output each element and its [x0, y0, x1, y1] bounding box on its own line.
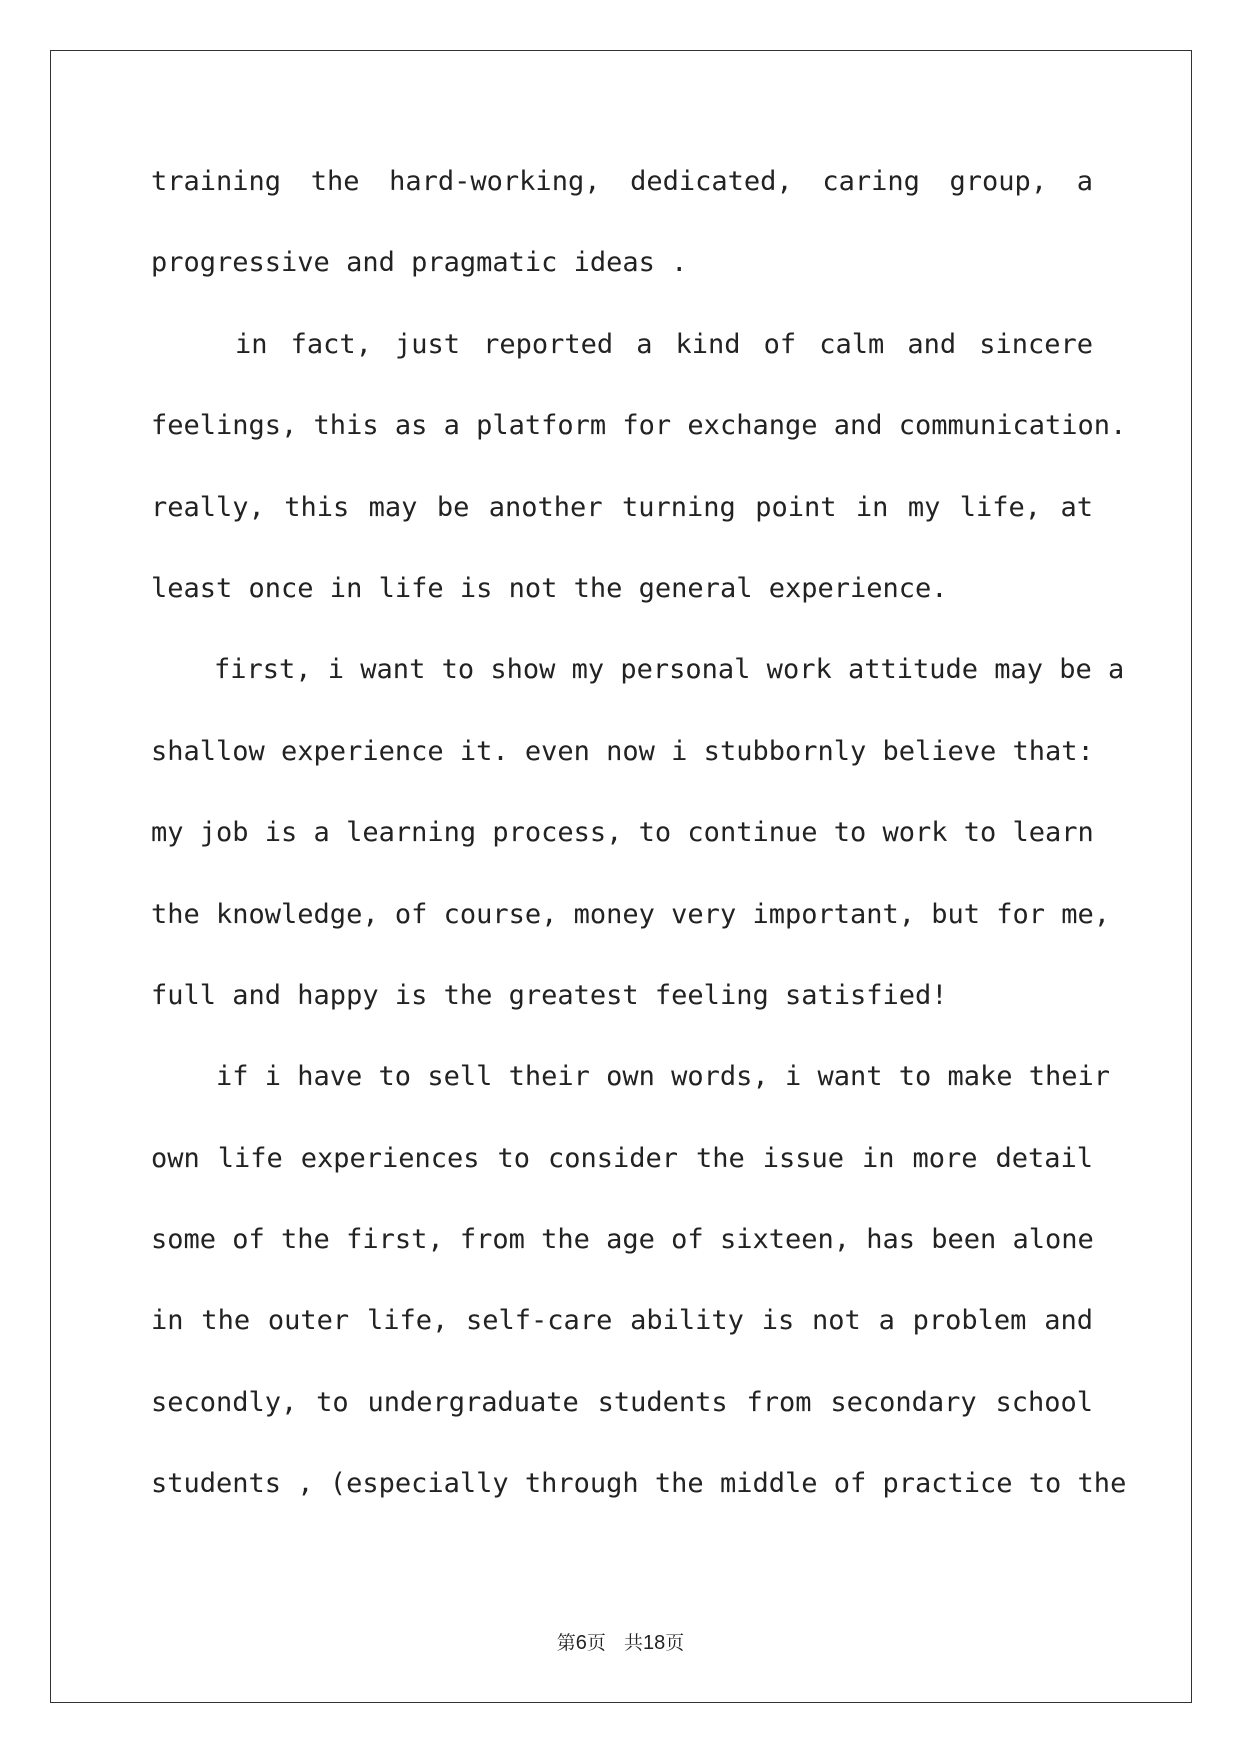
- text-line: in the outer life, self-care ability is not a problem and: [151, 1305, 1093, 1337]
- text-line: least once in life is not the general experience.: [151, 572, 948, 604]
- text-line: in fact, just reported a kind of calm and sincere: [235, 328, 1093, 360]
- footer-total-prefix: 共: [623, 1632, 643, 1654]
- text-line: some of the first, from the age of sixteen, has been alone: [151, 1224, 1094, 1256]
- text-line: first, i want to show my personal work attitude may be a: [214, 654, 1125, 686]
- footer-prefix: 第: [556, 1632, 576, 1654]
- document-body: [151, 162, 1127, 1546]
- text-line: progressive and pragmatic ideas .: [151, 247, 688, 279]
- page-footer: [0, 1628, 1241, 1655]
- text-line: the knowledge, of course, money very important, but for me,: [151, 898, 1111, 930]
- footer-page-suffix: 页: [586, 1632, 606, 1654]
- text-line: own life experiences to consider the issue in more detail: [151, 1142, 1093, 1174]
- total-page-count: 18: [642, 1632, 666, 1654]
- text-line: feelings, this as a platform for exchange and communication.: [151, 410, 1127, 442]
- text-line: shallow experience it. even now i stubbornly believe that:: [151, 735, 1094, 767]
- text-line: training the hard-working, dedicated, caring group, a: [151, 166, 1093, 197]
- text-line: students , (especially through the middle of practice to the: [151, 1468, 1127, 1500]
- text-line: full and happy is the greatest feeling satisfied!: [151, 979, 948, 1011]
- text-line: really, this may be another turning point in my life, at: [151, 491, 1093, 523]
- footer-total-suffix: 页: [665, 1632, 685, 1654]
- text-line: my job is a learning process, to continue to work to learn: [151, 817, 1094, 849]
- current-page-number: 6: [575, 1632, 587, 1654]
- text-line: secondly, to undergraduate students from secondary school: [151, 1386, 1093, 1418]
- text-line: if i have to sell their own words, i want to make their: [216, 1061, 1111, 1093]
